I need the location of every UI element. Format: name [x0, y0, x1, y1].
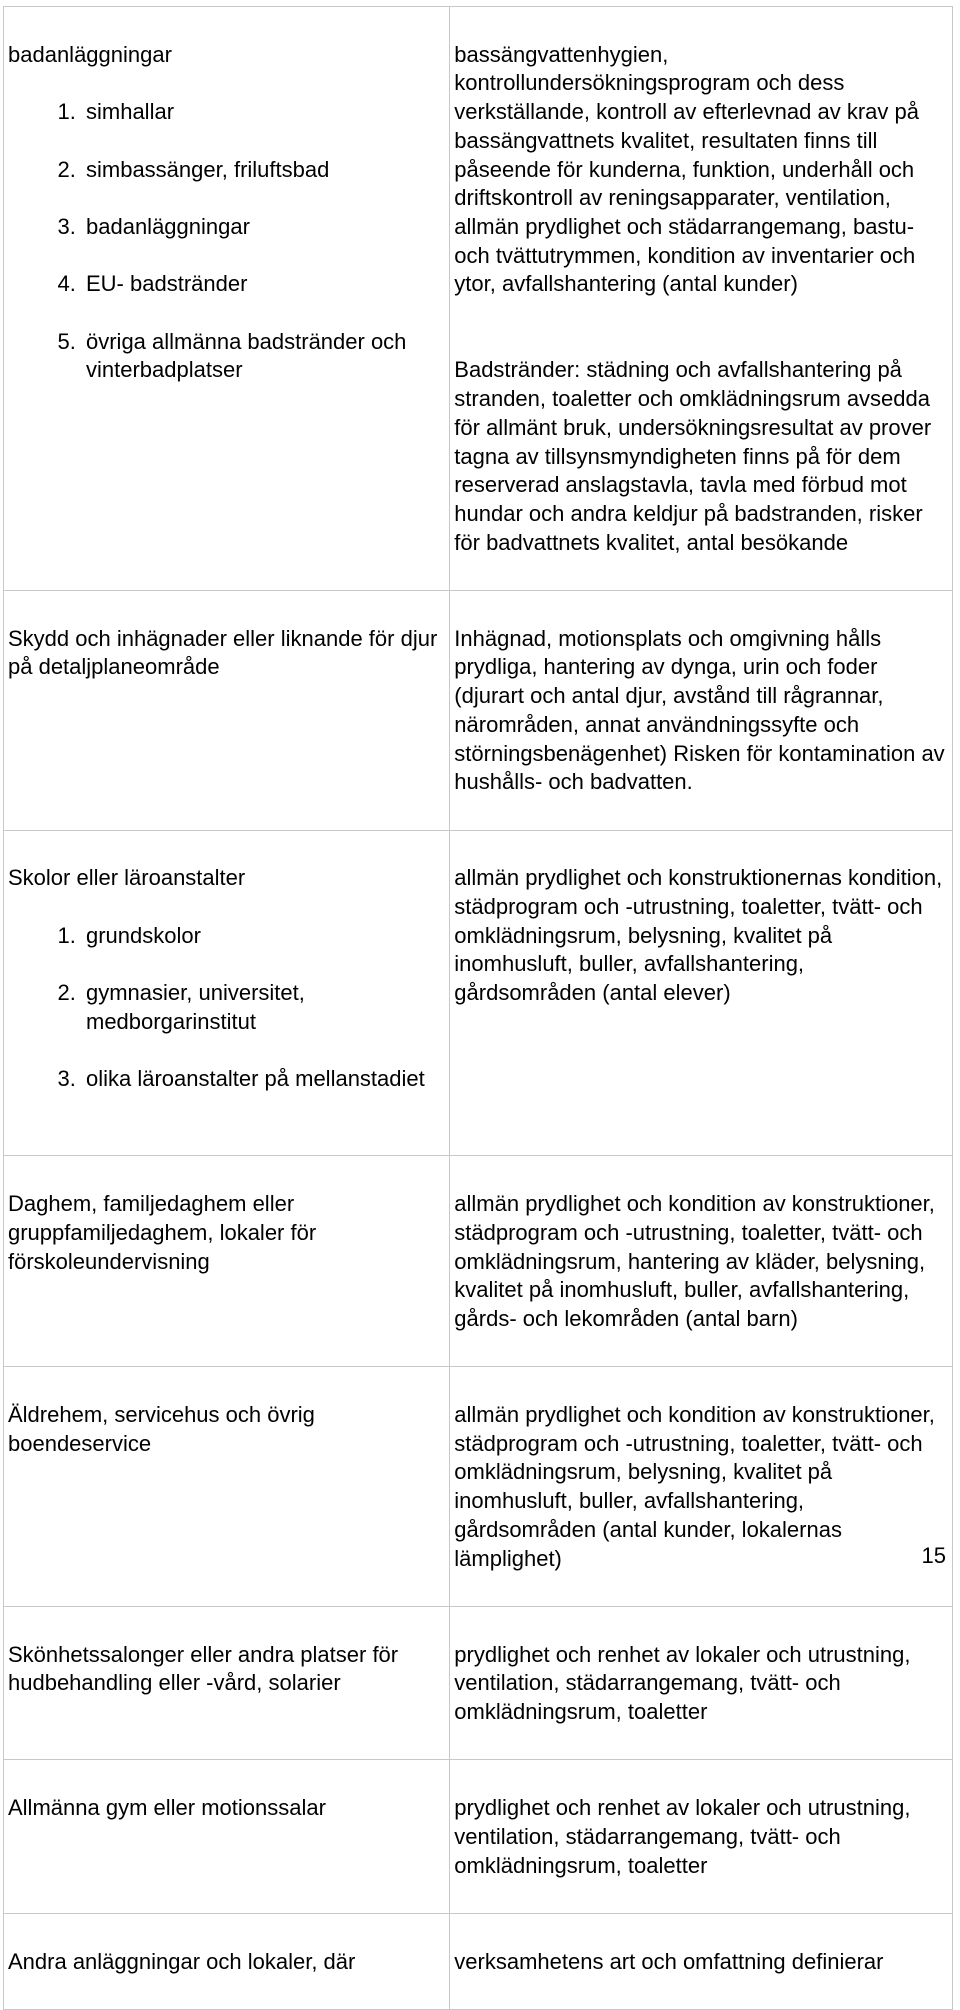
inspection-items-text: allmän prydlighet och konstruktionernas kondition, städprogram och -utrustning, toaletter, tvätt- och omklädningsrum, belysning, kvalitet på inomhusluft, buller, avfallshantering, gårdsområden (antal elever) — [454, 865, 943, 1006]
inspection-items-text: allmän prydlighet och kondition av konstruktioner, städprogram och -utrustning, toaletter, tvätt- och omklädningsrum, belysning, kvalitet på inomhusluft, buller, avfallshantering, gårdsområden (antal kunder, lokalernas lämplighet) — [454, 1402, 935, 1571]
facility-type-heading: Skönhetssalonger eller andra platser för hudbehandling eller -vård, solarier — [8, 1641, 399, 1696]
inspection-items-cell — [450, 1760, 953, 1914]
inspection-items-text: prydlighet och renhet av lokaler och utrustning, ventilation, städarrangemang, tvätt- och omklädningsrum, toaletter — [454, 1641, 911, 1725]
list-item: 1. simhallar — [82, 98, 445, 127]
inspection-items-cell — [450, 1156, 953, 1367]
table-row — [4, 1913, 953, 2009]
list-item: 5. övriga allmänna badstränder och vinterbadplatser — [82, 328, 445, 385]
list-item: 3. badanläggningar — [82, 213, 445, 242]
facility-type-heading: Skolor eller läroanstalter — [8, 865, 246, 891]
inspection-items-text: prydlighet och renhet av lokaler och utrustning, ventilation, städarrangemang, tvätt- och omklädningsrum, toaletter — [454, 1795, 911, 1878]
inspection-requirements-table — [3, 6, 953, 2010]
page-number: 15 — [921, 1543, 946, 1568]
list-item: 2. simbassänger, friluftsbad — [82, 156, 445, 185]
inspection-items-text: bassängvattenhygien, kontrollundersökningsprogram och dess verkställande, kontroll av efterlevnad av krav på bassängvattnets kvalitet, resultaten finns till påseende för kunderna, funktion, underhåll och driftskontroll av reningsapparater, ventilation, allmän prydlighet och städarrangemang, bastu- och tvättutrymmen, kondition av inventarier och ytor, avfallshantering (antal kunder) — [454, 41, 919, 297]
inspection-items-text: Inhägnad, motionsplats och omgivning hålls prydliga, hantering av dynga, urin och foder (djurart och antal djur, avstånd till rågrannar, närområden, annat användningssyfte och störningsbenägenhet) Risken för kontamination av hushålls- och badvatten. — [454, 625, 945, 795]
list-item: 3. olika läroanstalter på mellanstadiet — [82, 1065, 445, 1094]
table-row — [4, 830, 953, 1156]
facility-type-heading: Äldrehem, servicehus och övrig boendeservice — [8, 1402, 315, 1456]
table-row — [4, 1606, 953, 1760]
inspection-items-cell — [450, 7, 953, 591]
list-item: 2. gymnasier, universitet, medborgarinstitut — [82, 979, 445, 1036]
facility-type-heading: Allmänna gym eller motionssalar — [8, 1795, 326, 1821]
table-row — [4, 1367, 953, 1607]
facility-type-cell — [4, 1156, 450, 1367]
inspection-items-cell — [450, 591, 953, 831]
table-row — [4, 7, 953, 591]
table-row — [4, 591, 953, 831]
inspection-items-text: allmän prydlighet och kondition av konstruktioner, städprogram och -utrustning, toaletter, tvätt- och omklädningsrum, hantering av kläder, belysning, kvalitet på inomhusluft, buller, avfallshantering, gårds- och lekområden (antal barn) — [454, 1191, 935, 1331]
list-item: 1. grundskolor — [82, 922, 445, 951]
table-row — [4, 1156, 953, 1367]
facility-type-cell — [4, 1606, 450, 1760]
table-row — [4, 1760, 953, 1914]
facility-type-cell — [4, 591, 450, 831]
inspection-items-text: Badstränder: städning och avfallshantering på stranden, toaletter och omklädningsrum avsedda för allmänt bruk, undersökningsresultat av prover tagna av tillsynsmyndigheten finns på för dem reserverad anslagstavla, tavla med förbud mot hundar och andra keldjur på badstranden, risker för badvattnets kvalitet, antal besökande — [454, 357, 932, 555]
list-item: 4. EU- badstränder — [82, 270, 445, 299]
facility-type-cell — [4, 1760, 450, 1914]
facility-subtype-list — [8, 69, 445, 413]
inspection-items-text: verksamhetens art och omfattning definierar — [454, 1948, 884, 1974]
facility-type-heading: badanläggningar — [8, 41, 172, 67]
inspection-items-cell — [450, 1606, 953, 1760]
facility-type-heading: Daghem, familjedaghem eller gruppfamiljedaghem, lokaler för förskoleundervisning — [8, 1191, 317, 1274]
inspection-items-cell — [450, 1367, 953, 1607]
facility-type-cell — [4, 830, 450, 1156]
facility-type-heading: Skydd och inhägnader eller liknande för djur på detaljplaneområde — [8, 625, 438, 680]
facility-type-cell — [4, 1913, 450, 2009]
inspection-items-cell — [450, 1913, 953, 2009]
facility-subtype-list — [8, 893, 445, 1123]
facility-type-cell — [4, 7, 450, 591]
facility-type-heading: Andra anläggningar och lokaler, där — [8, 1948, 356, 1974]
facility-type-cell — [4, 1367, 450, 1607]
inspection-items-cell — [450, 830, 953, 1156]
